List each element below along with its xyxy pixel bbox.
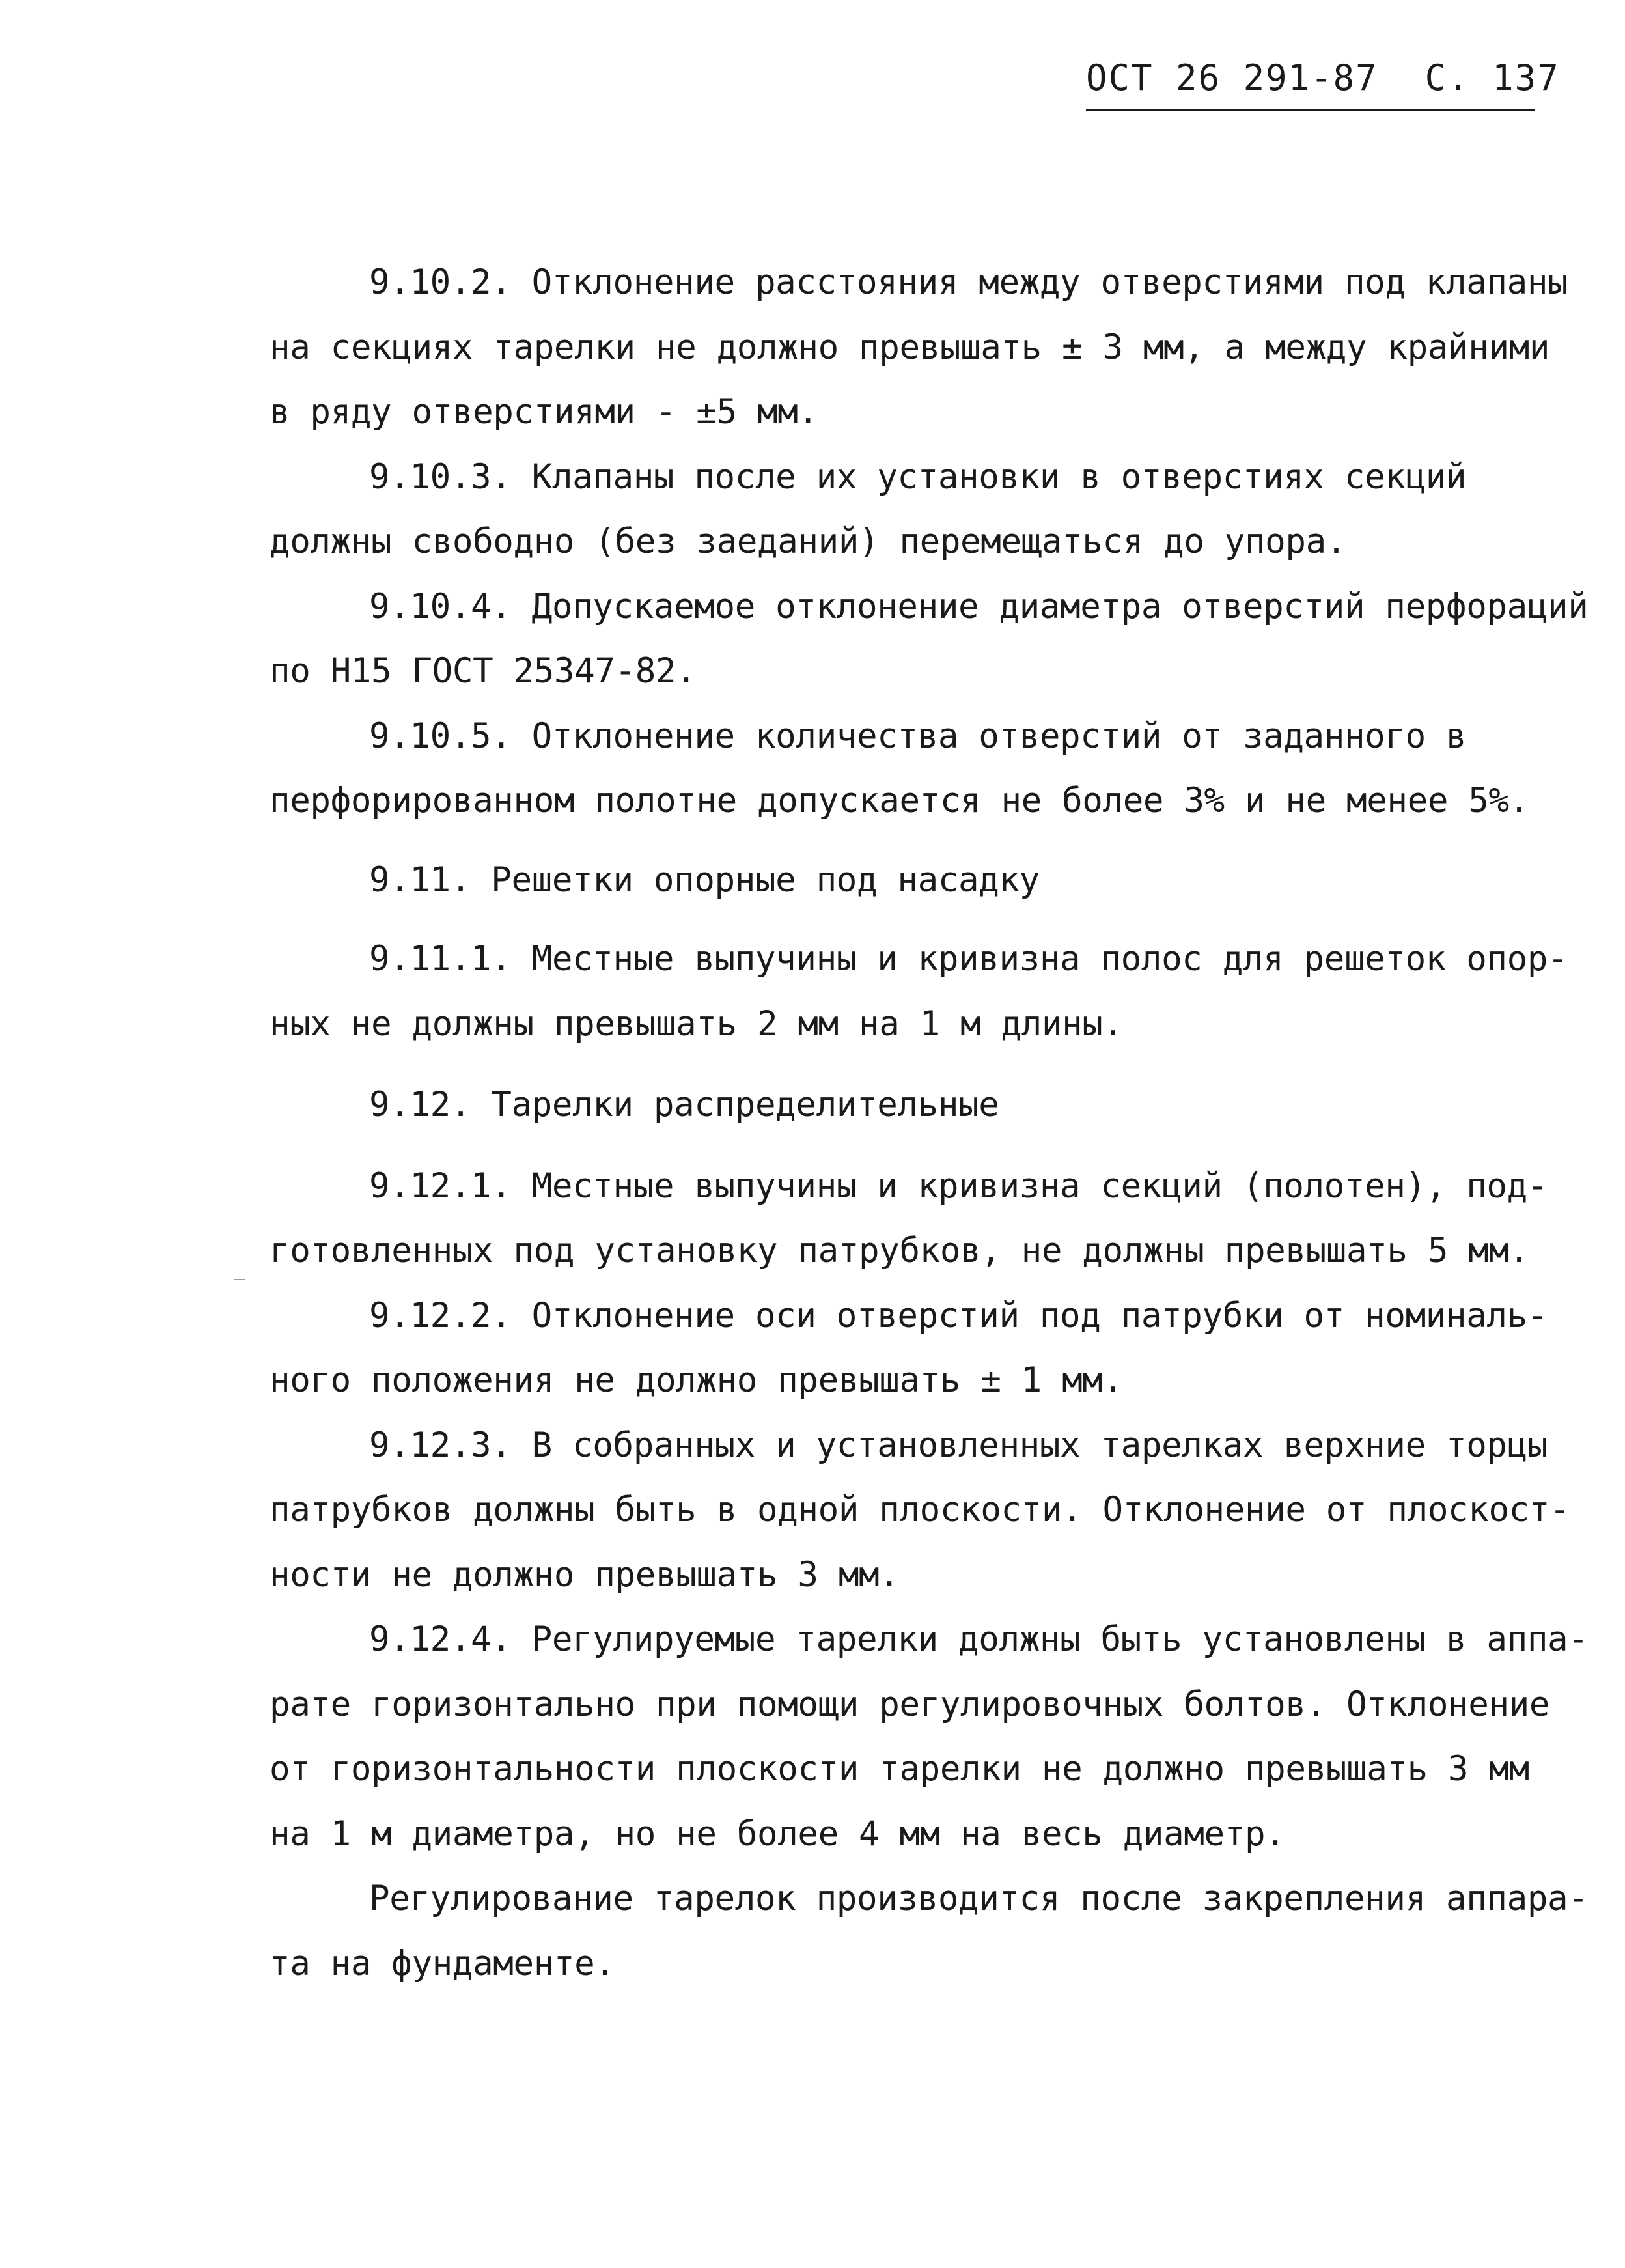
text-line: 9.10.3. Клапаны после их установки в отверстиях секций [369,456,1467,497]
text-line: на секциях тарелки не должно превышать ± 3 мм, а между крайними [270,327,1550,367]
text-line: ных не должны превышать 2 мм на 1 м длины. [270,1003,1123,1044]
margin-mark [234,1279,245,1280]
section-heading: 9.12. Тарелки распределительные [369,1085,999,1125]
text-line: ного положения не должно превышать ± 1 мм. [270,1360,1123,1400]
text-line: патрубков должны быть в одной плоскости. Отклонение от плоскост- [270,1490,1570,1530]
page-number: С. 137 [1424,57,1560,98]
text-line: по Н15 ГОСТ 25347-82. [270,651,697,691]
text-line: перфорированном полотне допускается не более 3% и не менее 5%. [270,781,1529,820]
text-line: 9.12.4. Регулируемые тарелки должны быть установлены в аппа- [369,1619,1589,1659]
text-line: от горизонтальности плоскости тарелки не должно превышать 3 мм [270,1749,1529,1789]
text-line: 9.10.4. Допускаемое отклонение диаметра отверстий перфораций [369,586,1589,626]
page-header [1086,57,1560,98]
text-line: Регулирование тарелок производится после закрепления аппара- [369,1879,1589,1918]
section-heading: 9.11. Решетки опорные под насадку [369,860,1040,900]
text-line: должны свободно (без заеданий) перемещаться до упора. [270,522,1347,561]
header-underline [1086,109,1535,111]
text-line: на 1 м диаметра, но не более 4 мм на весь диаметр. [270,1813,1286,1854]
text-line: 9.12.1. Местные выпучины и кривизна секций (полотен), под- [369,1166,1548,1206]
text-line: готовленных под установку патрубков, не должны превышать 5 мм. [270,1231,1529,1270]
text-line: 9.12.2. Отклонение оси отверстий под патрубки от номиналь- [369,1295,1548,1336]
text-line: 9.11.1. Местные выпучины и кривизна полос для решеток опор- [369,939,1568,979]
text-line: ности не должно превышать 3 мм. [270,1554,900,1595]
document-body [270,250,1589,1996]
text-line: в ряду отверстиями - ±5 мм. [270,392,818,432]
text-line: 9.10.2. Отклонение расстояния между отверстиями под клапаны [369,262,1568,302]
text-line: 9.10.5. Отклонение количества отверстий от заданного в [369,716,1467,756]
document-code: ОСТ 26 291-87 [1086,57,1378,98]
text-line: 9.12.3. В собранных и установленных тарелках верхние торцы [369,1425,1548,1465]
text-line: та на фундаменте. [270,1943,615,1983]
text-line: рате горизонтально при помощи регулировочных болтов. Отклонение [270,1684,1550,1724]
